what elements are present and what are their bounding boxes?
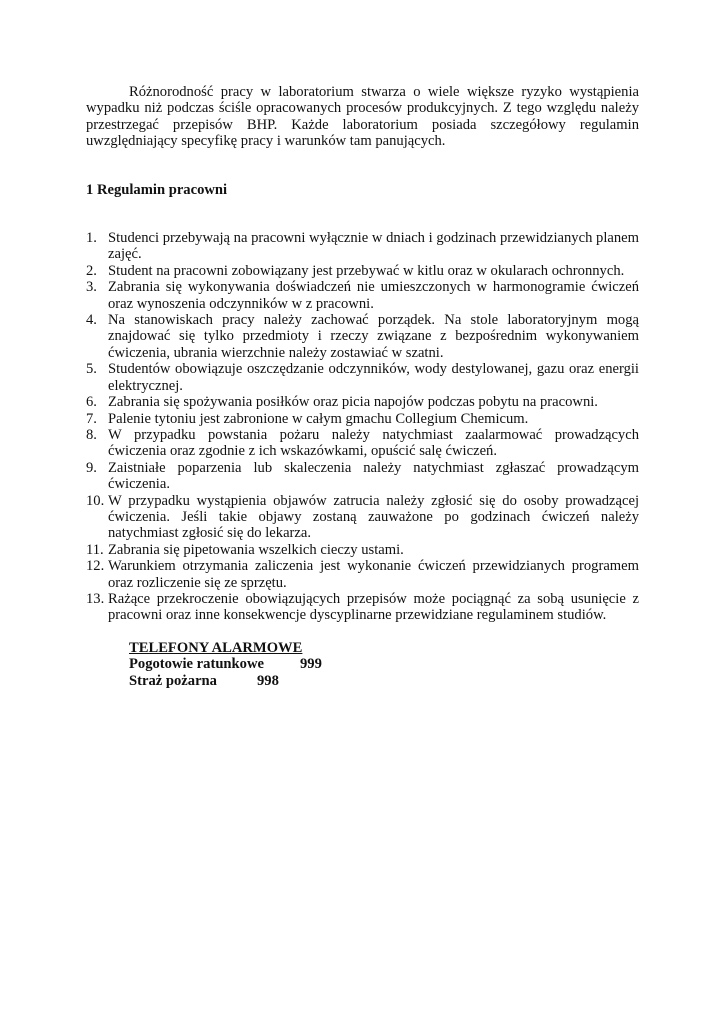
document-page bbox=[86, 84, 639, 689]
rule-text: Studenci przebywają na pracowni wyłącznie w dniach i godzinach przewidzianych planem zajęć. bbox=[108, 230, 639, 263]
phone-entry-ambulance bbox=[129, 656, 639, 672]
rule-text: Zabrania się spożywania posiłków oraz picia napojów podczas pobytu na pracowni. bbox=[108, 394, 598, 411]
phone-label: Pogotowie ratunkowe bbox=[129, 656, 264, 673]
rule-number: 6. bbox=[86, 394, 97, 411]
phones-title: TELEFONY ALARMOWE bbox=[129, 639, 303, 656]
rule-text: Studentów obowiązuje oszczędzanie odczynników, wody destylowanej, gazu oraz energii elektrycznej. bbox=[108, 361, 639, 394]
phone-number: 999 bbox=[300, 656, 322, 673]
rule-number: 10. bbox=[86, 492, 105, 509]
rule-item bbox=[86, 263, 639, 279]
rule-item bbox=[86, 230, 639, 263]
rule-item bbox=[86, 427, 639, 460]
rule-item bbox=[86, 542, 639, 558]
rule-text: Zaistniałe poparzenia lub skaleczenia należy natychmiast zgłaszać prowadzącym ćwiczenia. bbox=[108, 459, 639, 493]
rule-item bbox=[86, 558, 639, 591]
rule-item bbox=[86, 394, 639, 410]
rule-item bbox=[86, 591, 639, 624]
rule-item bbox=[86, 361, 639, 394]
phone-label: Straż pożarna bbox=[129, 672, 217, 689]
rule-text: W przypadku wystąpienia objawów zatrucia należy zgłosić się do osoby prowadzącej ćwiczenia. Jeśli takie objawy zostaną zauważone po godzinach ćwiczeń należy natychmiast zgłosić się do lekarza. bbox=[108, 492, 639, 542]
section-heading: 1 Regulamin pracowni bbox=[86, 181, 228, 198]
rule-item bbox=[86, 279, 639, 312]
emergency-phones bbox=[129, 640, 639, 689]
rule-item bbox=[86, 312, 639, 361]
rule-number: 1. bbox=[86, 230, 97, 247]
rule-number: 5. bbox=[86, 361, 97, 378]
rule-number: 13. bbox=[86, 590, 105, 607]
rule-number: 7. bbox=[86, 410, 97, 427]
intro-paragraph: Różnorodność pracy w laboratorium stwarza o wiele większe ryzyko wystąpienia wypadku niż podczas ściśle opracowanych procesów produkcyjnych. Z tego względu należy przestrzegać przepisów BHP. Każde laboratorium posiada szczegółowy regulamin uwzględniający specyfikę pracy i warunków tam panujących. bbox=[86, 84, 639, 150]
rule-text: Student na pracowni zobowiązany jest przebywać w kitlu oraz w okularach ochronnych. bbox=[108, 262, 625, 279]
rule-number: 4. bbox=[86, 312, 97, 329]
rule-text: Warunkiem otrzymania zaliczenia jest wykonanie ćwiczeń przewidzianych programem oraz rozliczenie się ze sprzętu. bbox=[108, 558, 639, 591]
rule-number: 11. bbox=[86, 541, 104, 558]
rule-item bbox=[86, 460, 639, 493]
rule-text: Zabrania się pipetowania wszelkich cieczy ustami. bbox=[108, 541, 404, 558]
phone-entry-fire bbox=[129, 673, 639, 689]
rules-list bbox=[86, 230, 639, 624]
rule-number: 12. bbox=[86, 558, 105, 575]
phone-number: 998 bbox=[257, 672, 279, 689]
rule-number: 9. bbox=[86, 459, 97, 476]
rule-text: W przypadku powstania pożaru należy natychmiast zaalarmować prowadzących ćwiczenia oraz zgodnie z ich wskazówkami, opuścić salę ćwiczeń. bbox=[108, 426, 639, 460]
rule-text: Palenie tytoniu jest zabronione w całym gmachu Collegium Chemicum. bbox=[108, 410, 529, 427]
rule-number: 2. bbox=[86, 262, 97, 279]
rule-number: 3. bbox=[86, 279, 97, 296]
rule-text: Na stanowiskach pracy należy zachować porządek. Na stole laboratoryjnym mogą znajdować się tylko przedmioty i rzeczy związane z bezpośrednim wykonywaniem ćwiczenia, ubrania wierzchnie należy zostawiać w szatni. bbox=[108, 312, 639, 361]
rule-number: 8. bbox=[86, 426, 97, 443]
rule-item bbox=[86, 411, 639, 427]
rule-text: Zabrania się wykonywania doświadczeń nie umieszczonych w harmonogramie ćwiczeń oraz wynoszenia odczynników w z pracowni. bbox=[108, 279, 639, 312]
rule-text: Rażące przekroczenie obowiązujących przepisów może pociągnąć za sobą usunięcie z pracowni oraz inne konsekwencje dyscyplinarne przewidziane regulaminem studiów. bbox=[108, 590, 639, 624]
rule-item bbox=[86, 493, 639, 542]
